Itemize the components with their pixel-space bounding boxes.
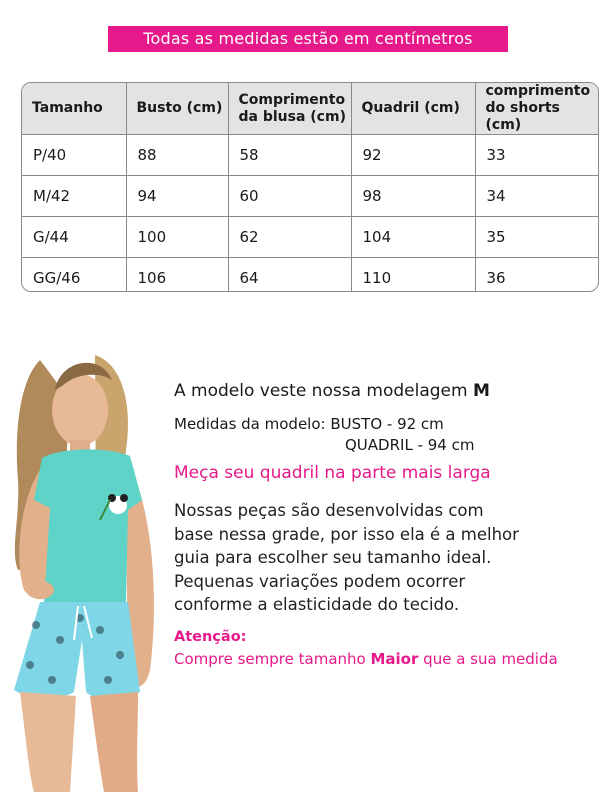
- table-row: [22, 217, 598, 258]
- cell-bust: 100: [126, 217, 228, 258]
- cell-shorts-length: 36: [486, 269, 506, 287]
- measurement-tip: Meça seu quadril na parte mais larga: [174, 463, 491, 483]
- table-header-row: [22, 83, 598, 135]
- bust-measure: BUSTO - 92 cm: [330, 415, 444, 433]
- cell-shorts-length: 35: [475, 217, 598, 258]
- header-size: Tamanho: [22, 83, 126, 135]
- header-shorts-length: comprimento do shorts (cm): [475, 83, 598, 135]
- model-size-headline: A modelo veste nossa modelagem M: [174, 381, 490, 401]
- cell-size: GG/46: [22, 258, 126, 293]
- sizing-paragraph: Nossas peças são desenvolvidas com base nessa grade, por isso ela é a melhor guia para escolher seu tamanho ideal. Pequenas variações podem ocorrer conforme a elasticidade do tecido.: [174, 501, 519, 614]
- hip-measure: QUADRIL - 94 cm: [345, 436, 475, 454]
- cell-blouse-length: 60: [228, 176, 351, 217]
- cell-shorts-length: 33: [475, 135, 598, 176]
- cell-bust: 94: [126, 176, 228, 217]
- table-row: [22, 258, 598, 293]
- cell-shorts-length: 34: [475, 176, 598, 217]
- attention-title: Atenção:: [174, 629, 247, 645]
- cell-size: M/42: [22, 176, 126, 217]
- cell-bust: 88: [126, 135, 228, 176]
- header-hip: Quadril (cm): [351, 83, 475, 135]
- table-row: [22, 176, 598, 217]
- size-table: [21, 82, 599, 292]
- cell-size: P/40: [22, 135, 126, 176]
- model-photo: [0, 340, 170, 792]
- cell-hip: 92: [351, 135, 475, 176]
- cell-blouse-length: 62: [228, 217, 351, 258]
- cell-size: G/44: [22, 217, 126, 258]
- cell-hip: 110: [351, 258, 475, 293]
- measures-label: Medidas da modelo:: [174, 415, 326, 433]
- cell-blouse-length: 64: [228, 258, 351, 293]
- cell-hip: 104: [351, 217, 475, 258]
- attention-text: Compre sempre tamanho Maior que a sua medida: [174, 650, 558, 668]
- header-bust: Busto (cm): [126, 83, 228, 135]
- cell-bust: 106: [126, 258, 228, 293]
- units-banner: Todas as medidas estão em centímetros: [108, 26, 508, 52]
- cell-blouse-length: 58: [228, 135, 351, 176]
- table-row: [22, 135, 598, 176]
- model-measurements: [174, 414, 474, 456]
- header-blouse-length: Comprimento da blusa (cm): [228, 83, 351, 135]
- cell-hip: 98: [351, 176, 475, 217]
